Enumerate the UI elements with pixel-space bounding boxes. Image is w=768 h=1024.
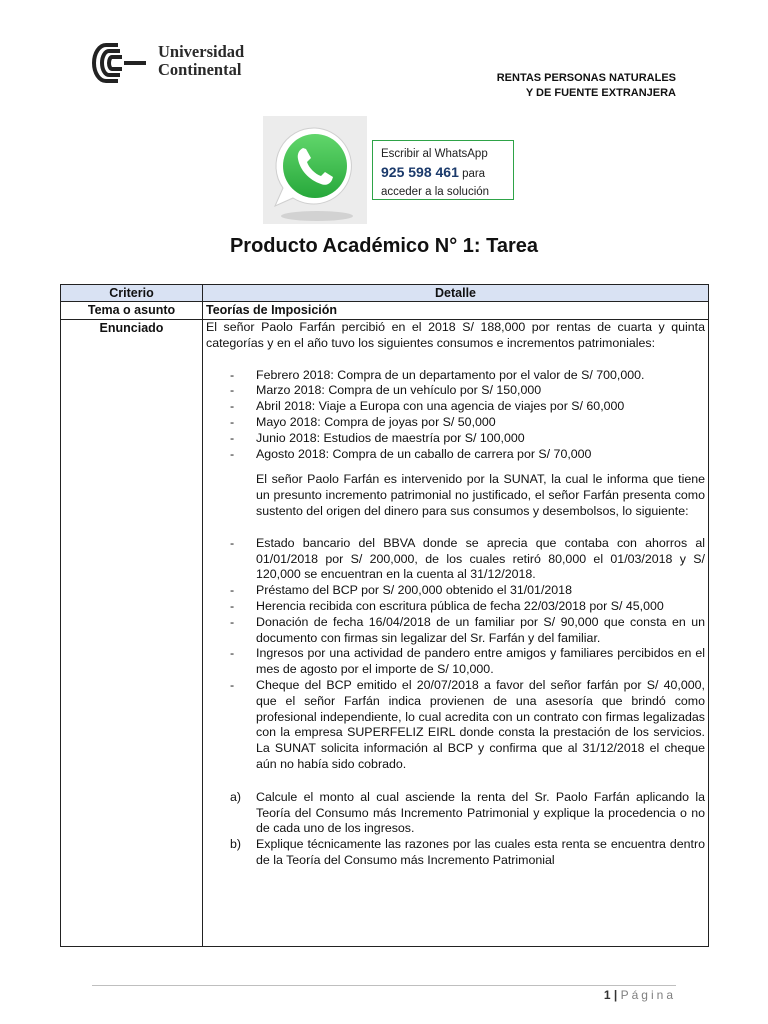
footer-separator: | [613, 988, 618, 1002]
sustentos-list [206, 536, 705, 773]
question-text: Explique técnicamente las razones por las cuales esta renta se encuentra dentro de la Teoría del Consumo más Incremento Patrimonial [256, 837, 705, 867]
logo-line-2: Continental [158, 60, 242, 79]
whatsapp-icon [263, 116, 367, 224]
whatsapp-image [263, 116, 367, 224]
footer-divider [92, 985, 676, 986]
assignment-table [60, 284, 709, 947]
page-title: Producto Académico N° 1: Tarea [229, 235, 539, 257]
intro-paragraph: El señor Paolo Farfán percibió en el 2018 S/ 188,000 por rentas de cuarta y quinta categorías y en el año tuvo los siguientes consumos e incrementos patrimoniales: [206, 320, 705, 350]
list-item: - Agosto 2018: Compra de un caballo de carrera por S/ 70,000 [206, 447, 705, 463]
list-item [206, 837, 705, 869]
page-number: 1 [603, 988, 611, 1002]
page-label: Página [620, 988, 676, 1002]
question-marker: b) [230, 837, 242, 852]
table-header-row [61, 285, 709, 302]
list-item: - Estado bancario del BBVA donde se aprecia que contaba con ahorros al 01/01/2018 por S/ 200,000, de los cuales retiró 80,000 el 01/03/2018 y S/ 120,000 se encuentran en la cuenta al 31/12/2018. [206, 536, 705, 583]
header-line-2: Y DE FUENTE EXTRANJERA [525, 87, 676, 99]
list-item: - Cheque del BCP emitido el 20/07/2018 a favor del señor farfán por S/ 40,000, que el señor Farfán indica provienen de una asesoría que brindó como profesional independiente, lo cual acredita con un contrato con firmas legalizadas con la empresa SUPERFELIZ EIRL donde consta la prestación de los servicios. La SUNAT solicita información al BCP y confirma que al 31/12/2018 el cheque aún no había sido cobrado. [206, 678, 705, 773]
list-item: - Febrero 2018: Compra de un departamento por el valor de S/ 700,000. [206, 368, 705, 384]
preguntas-list [206, 790, 705, 869]
table-row-tema [61, 302, 709, 320]
list-item: - Abril 2018: Viaje a Europa con una agencia de viajes por S/ 60,000 [206, 399, 705, 415]
whatsapp-phone-number[interactable]: 925 598 461 [381, 164, 459, 180]
page-footer [604, 988, 676, 1002]
table-row-enunciado [61, 320, 709, 947]
enunciado-content [203, 320, 709, 947]
list-item [206, 790, 705, 837]
list-item: - Herencia recibida con escritura pública de fecha 22/03/2018 por S/ 45,000 [206, 599, 705, 615]
sunat-paragraph: El señor Paolo Farfán es intervenido por la SUNAT, la cual le informa que tiene un presunto incremento patrimonial no justificado, el señor Farfán presenta como sustento del origen del dinero para sus consumos y desembolsos, lo siguiente: [256, 472, 705, 518]
header-line-1: RENTAS PERSONAS NATURALES [496, 72, 676, 84]
tema-label: Tema o asunto [61, 302, 203, 320]
whatsapp-para: para [462, 168, 486, 180]
question-text: Calcule el monto al cual asciende la renta del Sr. Paolo Farfán aplicando la Teoría del Consumo más Incremento Patrimonial y explique la procedencia o no de cada uno de los ingresos. [256, 789, 705, 836]
tema-value: Teorías de Imposición [203, 302, 709, 320]
list-item: - Préstamo del BCP por S/ 200,000 obtenido el 31/01/2018 [206, 583, 705, 599]
whatsapp-contact-box [372, 140, 514, 200]
whatsapp-line-1: Escribir al WhatsApp [381, 148, 488, 160]
list-item: - Junio 2018: Estudios de maestría por S/ 100,000 [206, 431, 705, 447]
enunciado-label: Enunciado [61, 320, 203, 947]
header-detalle: Detalle [203, 285, 709, 302]
logo-line-1: Universidad [158, 42, 245, 61]
header-criterio: Criterio [61, 285, 203, 302]
list-item: - Mayo 2018: Compra de joyas por S/ 50,000 [206, 415, 705, 431]
university-logo [92, 42, 262, 86]
list-item: - Marzo 2018: Compra de un vehículo por S/ 150,000 [206, 383, 705, 399]
consumos-list [206, 368, 705, 463]
question-marker: a) [230, 789, 242, 804]
continental-logo-icon [92, 42, 152, 84]
list-item: - Donación de fecha 16/04/2018 de un familiar por S/ 90,000 que consta en un documento con firmas sin legalizar del Sr. Farfán y del familiar. [206, 615, 705, 647]
whatsapp-line-3: acceder a la solución [381, 186, 490, 198]
document-header [497, 71, 676, 101]
list-item: - Ingresos por una actividad de pandero entre amigos y familiares percibidos en el mes de agosto por el importe de S/ 10,000. [206, 646, 705, 678]
